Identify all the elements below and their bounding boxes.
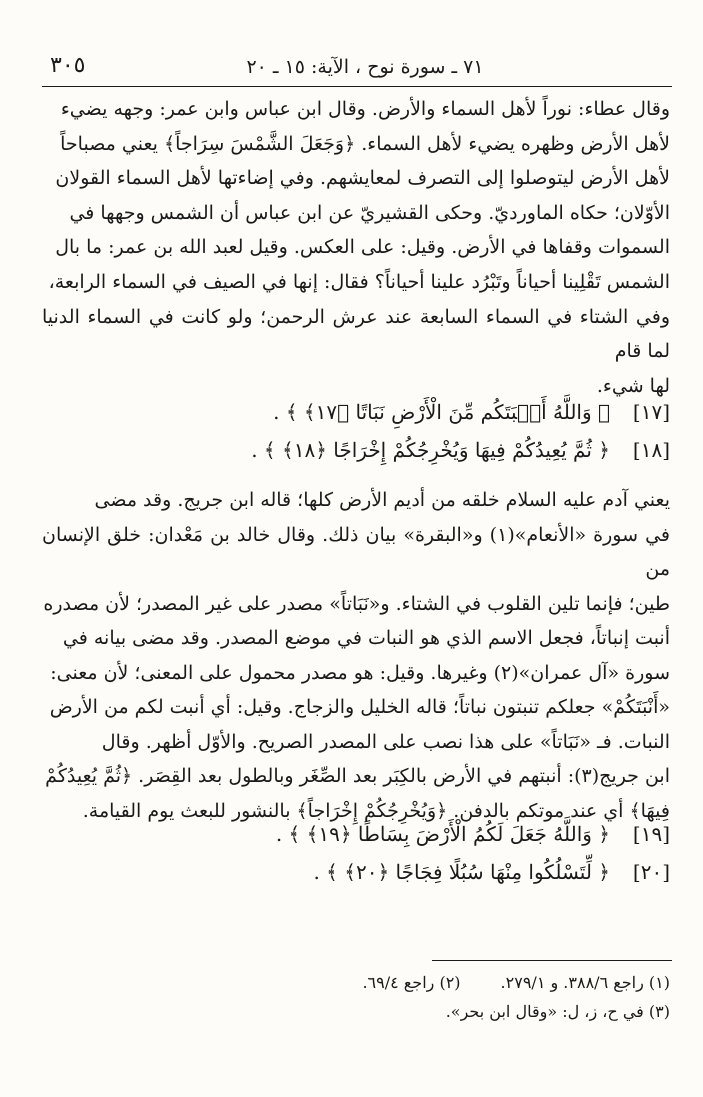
- quran-verse: [42, 393, 670, 431]
- verse-block-second: [42, 815, 670, 891]
- verse-number: [٢٠]: [632, 860, 670, 884]
- footnotes: [250, 968, 670, 1026]
- verse-block-first: [42, 393, 670, 469]
- text-line: أنبت إنباتاً، فجعل الاسم الذي هو النبات في موضع المصدر. وقد مضى بيانه في: [62, 627, 670, 649]
- text-line: وقال عطاء: نوراً لأهل السماء والأرض. وقال ابن عباس وابن عمر: وجهه يضيء: [60, 98, 670, 120]
- text-line: لأهل الأرض ليتوصلوا إلى التصرف لمعايشهم. وفي إضاءتها لأهل السماء القولان: [55, 167, 670, 190]
- footnote-divider: [432, 960, 672, 961]
- text-line: طين؛ فإنما تلين القلوب في الشتاء. و«نَبَاتاً» مصدر على غير المصدر؛ لأن مصدره: [43, 592, 670, 615]
- footnote-3: (٣) في ح، ز، ل: «وقال ابن بحر».: [445, 1002, 670, 1021]
- text-line: ابن جريج(٣): أنبتهم في الأرض بالكِبَر بعد الصِّغَر وبالطول بعد القِصَر. ﴿ثُمَّ يُعِيدُكُمْ: [45, 765, 670, 787]
- footnote-row: [250, 968, 670, 997]
- page-number: ٣٠٥: [50, 53, 86, 78]
- text-line: في سورة «الأنعام»(١) و«البقرة» بيان ذلك. وقال خالد بن مَعْدان: خلق الإنسان من: [42, 523, 670, 580]
- commentary-paragraph: [42, 483, 670, 828]
- intro-paragraph: [42, 92, 670, 403]
- verse-number: [١٧]: [632, 400, 670, 424]
- verse-text: ﴿ وَاللَّهُ أَنۢبَتَكُم مِّنَ الْأَرْضِ نَبَاتًا ﴿١٧﴾ ﴾ .: [273, 400, 610, 424]
- verse-number: [١٨]: [632, 438, 670, 462]
- header-divider: [42, 86, 672, 87]
- text-line: يعني آدم عليه السلام خلقه من أديم الأرض كلها؛ قاله ابن جريج. وقد مضى: [94, 489, 670, 511]
- quran-verse: [42, 853, 670, 891]
- footnote-1: (١) راجع ٣٨٨/٦. و ٢٧٩/١.: [500, 973, 670, 992]
- text-line: السموات وقفاها في الأرض. وقيل: على العكس. وقيل لعبد الله بن عمر: ما بال: [55, 236, 670, 259]
- text-line: لأهل الأرض وظهره يضيء لأهل السماء. ﴿وَجَعَلَ الشَّمْسَ سِرَاجاً﴾ يعني مصباحاً: [60, 132, 670, 155]
- running-header: [40, 52, 670, 82]
- text-line: «أَنْبَتَكُمْ» جعلكم تنبتون نباتاً؛ قاله الخليل والزجاج. وقيل: أي أنبت لكم من الأرض: [49, 696, 670, 718]
- verse-text: ﴿ لِّتَسْلُكُوا مِنْهَا سُبُلًا فِجَاجًا ﴿٢٠﴾ ﴾ .: [313, 860, 610, 884]
- text-line: الأوّلان؛ حكاه الماورديّ. وحكى القشيريّ عن ابن عباس أن الشمس وجهها في: [69, 201, 670, 224]
- text-line: الشمس تَقْلِينا أحياناً وتَبْرُد علينا أحياناً؟ فقال: إنها في الصيف في السماء الرابعة،: [48, 270, 670, 293]
- footnote-2: (٢) راجع ٦٩/٤.: [362, 973, 461, 992]
- text-line: وفي الشتاء في السماء السابعة عند عرش الرحمن؛ ولو كانت في السماء الدنيا لما قام: [42, 305, 670, 363]
- verse-text: ﴿ وَاللَّهُ جَعَلَ لَكُمُ الْأَرْضَ بِسَاطًا ﴿١٩﴾ ﴾ .: [275, 822, 610, 846]
- verse-text: ﴿ ثُمَّ يُعِيدُكُمْ فِيهَا وَيُخْرِجُكُمْ إِخْرَاجًا ﴿١٨﴾ ﴾ .: [251, 438, 610, 462]
- sura-verse-info: ٧١ ـ سورة نوح ، الآية: ١٥ ـ ٢٠: [246, 56, 484, 78]
- text-line: لها شيء.: [596, 374, 670, 397]
- footnote-row: [250, 997, 670, 1026]
- quran-verse: [42, 815, 670, 853]
- quran-verse: [42, 431, 670, 469]
- text-line: فِيهَا﴾ أي عند موتكم بالدفن. ﴿وَيُخْرِجُكُمْ إِخْرَاجاً﴾ بالنشور للبعث يوم القيامة.: [82, 799, 670, 822]
- text-line: النبات. فـ «نَبَاتاً» على هذا نصب على المصدر الصريح. والأوّل أظهر. وقال: [101, 730, 670, 753]
- verse-number: [١٩]: [632, 822, 670, 846]
- text-line: سورة «آل عمران»(٢) وغيرها. وقيل: هو مصدر محمول على المعنى؛ لأن معنى:: [50, 661, 670, 684]
